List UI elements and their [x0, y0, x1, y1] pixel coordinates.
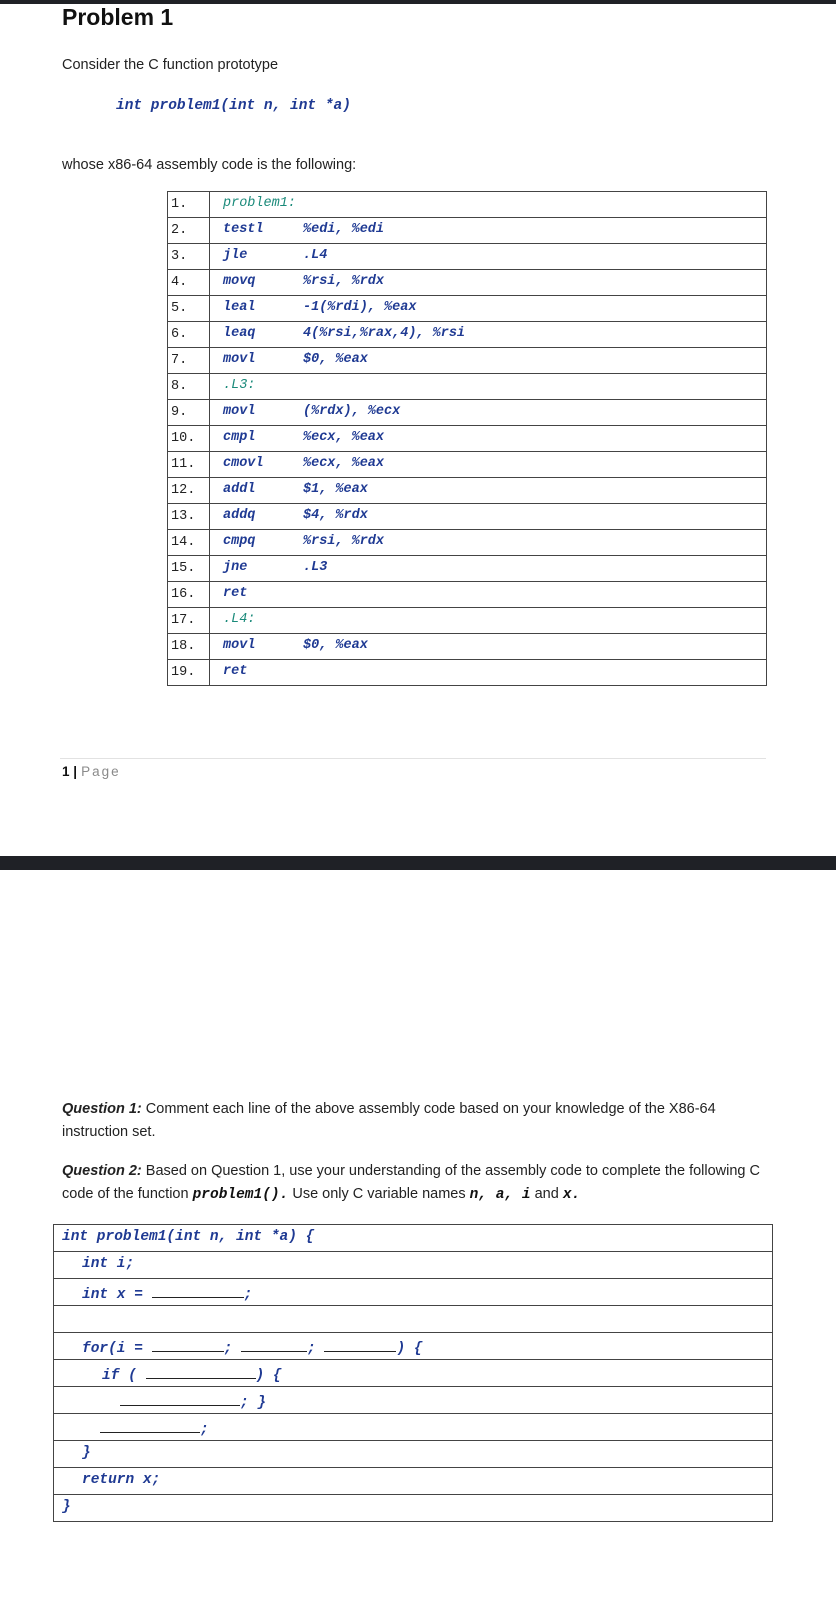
- page-word: Page: [81, 764, 121, 779]
- question-2-var-x: x.: [562, 1187, 581, 1203]
- assembly-instruction: movq: [223, 274, 256, 289]
- assembly-cell: [210, 556, 767, 582]
- assembly-row: [168, 296, 767, 322]
- code-row: [54, 1414, 773, 1441]
- question-1-label: Question 1:: [62, 1101, 142, 1117]
- code-for-keyword: for(i =: [82, 1341, 152, 1357]
- assembly-row: [168, 478, 767, 504]
- question-2-text-b: Use only C variable names: [288, 1186, 470, 1202]
- question-2-func: problem1().: [192, 1187, 289, 1203]
- assembly-row: [168, 504, 767, 530]
- assembly-instruction: movl: [223, 404, 256, 419]
- assembly-row: [168, 582, 767, 608]
- line-number: 18.: [168, 634, 210, 660]
- assembly-row: [168, 556, 767, 582]
- code-decl-x-text: int x =: [82, 1287, 152, 1303]
- assembly-row: [168, 192, 767, 218]
- question-2: [62, 1160, 762, 1207]
- assembly-operands: %ecx, %eax: [303, 456, 385, 471]
- blank-loop-body[interactable]: [100, 1418, 200, 1433]
- line-number: 10.: [168, 426, 210, 452]
- assembly-row: [168, 348, 767, 374]
- assembly-cell: [210, 400, 767, 426]
- assembly-operands: 4(%rsi,%rax,4), %rsi: [303, 326, 466, 341]
- assembly-table: [167, 191, 767, 686]
- line-number: 14.: [168, 530, 210, 556]
- function-prototype: int problem1(int n, int *a): [116, 98, 351, 114]
- assembly-instruction: addq: [223, 508, 256, 523]
- code-row: [54, 1306, 773, 1333]
- assembly-instruction: movl: [223, 638, 256, 653]
- assembly-operands: %rsi, %rdx: [303, 534, 385, 549]
- assembly-operands: -1(%rdi), %eax: [303, 300, 417, 315]
- assembly-instruction: testl: [223, 222, 264, 237]
- assembly-instruction: cmpl: [223, 430, 256, 445]
- assembly-row: [168, 322, 767, 348]
- assembly-instruction: addl: [223, 482, 256, 497]
- assembly-row: [168, 400, 767, 426]
- assembly-operands: %edi, %edi: [303, 222, 385, 237]
- assembly-row: [168, 660, 767, 686]
- assembly-operands: %ecx, %eax: [303, 430, 385, 445]
- assembly-instruction: movl: [223, 352, 256, 367]
- assembly-instruction: leaq: [223, 326, 256, 341]
- assembly-row: [168, 218, 767, 244]
- blank-for-cond[interactable]: [241, 1337, 307, 1352]
- assembly-cell: [210, 322, 767, 348]
- line-number: 19.: [168, 660, 210, 686]
- code-row: [54, 1468, 773, 1495]
- blank-for-update[interactable]: [324, 1337, 396, 1352]
- line-number: 3.: [168, 244, 210, 270]
- line-number: 9.: [168, 400, 210, 426]
- code-loop-body-line: [100, 1418, 209, 1438]
- page-separator: |: [73, 764, 78, 779]
- code-semicolon: ;: [243, 1287, 253, 1303]
- line-number: 11.: [168, 452, 210, 478]
- assembly-cell: [210, 270, 767, 296]
- assembly-cell: [210, 530, 767, 556]
- assembly-label: problem1:: [223, 196, 296, 211]
- page-footer: [62, 764, 121, 779]
- line-number: 4.: [168, 270, 210, 296]
- code-row: [54, 1387, 773, 1414]
- assembly-cell: [210, 244, 767, 270]
- assembly-operands: $4, %rdx: [303, 508, 368, 523]
- assembly-row: [168, 374, 767, 400]
- blank-x-init[interactable]: [152, 1283, 244, 1298]
- assembly-intro-text: whose x86-64 assembly code is the following:: [62, 157, 357, 173]
- code-if-keyword: if (: [102, 1368, 137, 1384]
- line-number: 15.: [168, 556, 210, 582]
- code-row: [54, 1441, 773, 1468]
- line-number: 13.: [168, 504, 210, 530]
- code-signature: int problem1(int n, int *a) {: [62, 1229, 315, 1245]
- code-row: [54, 1360, 773, 1387]
- c-code-table: [53, 1224, 773, 1522]
- assembly-row: [168, 452, 767, 478]
- code-row: [54, 1225, 773, 1252]
- assembly-operands: $0, %eax: [303, 352, 368, 367]
- line-number: 7.: [168, 348, 210, 374]
- blank-for-init[interactable]: [152, 1337, 224, 1352]
- assembly-cell: [210, 348, 767, 374]
- assembly-instruction: ret: [223, 586, 248, 601]
- question-2-text-c: and: [530, 1186, 563, 1202]
- assembly-row: [168, 244, 767, 270]
- question-2-label: Question 2:: [62, 1163, 142, 1179]
- assembly-cell: [210, 296, 767, 322]
- assembly-instruction: jle: [223, 248, 248, 263]
- footer-divider: [60, 758, 766, 759]
- question-2-text-a: Based on Question 1, use your understanding of the assembly code to complete the following C code of the function: [62, 1163, 760, 1202]
- code-if-body-line: [120, 1391, 266, 1411]
- assembly-cell: [210, 374, 767, 400]
- code-row: [54, 1333, 773, 1360]
- assembly-operands: .L3: [303, 560, 328, 575]
- code-if-body-close: ; }: [240, 1395, 267, 1411]
- assembly-cell: [210, 582, 767, 608]
- code-semicolon: ;: [200, 1422, 209, 1438]
- assembly-row: [168, 426, 767, 452]
- assembly-operands: %rsi, %rdx: [303, 274, 385, 289]
- assembly-cell: [210, 608, 767, 634]
- assembly-label: .L3:: [223, 378, 256, 393]
- code-for-close: ) {: [396, 1341, 423, 1357]
- assembly-cell: [210, 218, 767, 244]
- assembly-operands: (%rdx), %ecx: [303, 404, 401, 419]
- code-close-loop: }: [82, 1445, 91, 1461]
- code-if-close: ) {: [255, 1368, 282, 1384]
- line-number: 5.: [168, 296, 210, 322]
- code-return: return x;: [82, 1472, 161, 1488]
- assembly-cell: [210, 192, 767, 218]
- assembly-operands: .L4: [303, 248, 328, 263]
- assembly-row: [168, 608, 767, 634]
- assembly-instruction: cmovl: [223, 456, 264, 471]
- question-2-vars: n, a, i: [469, 1187, 531, 1203]
- page-break-bar: [0, 856, 836, 870]
- blank-if-body[interactable]: [120, 1391, 240, 1406]
- line-number: 12.: [168, 478, 210, 504]
- code-semicolon: ;: [307, 1341, 316, 1357]
- assembly-row: [168, 634, 767, 660]
- code-row: [54, 1252, 773, 1279]
- code-decl-i: int i;: [82, 1256, 135, 1272]
- code-for-line: [82, 1337, 423, 1357]
- code-decl-x: [82, 1283, 252, 1303]
- line-number: 16.: [168, 582, 210, 608]
- code-if-line: [102, 1364, 282, 1384]
- intro-text: Consider the C function prototype: [62, 57, 279, 73]
- line-number: 2.: [168, 218, 210, 244]
- assembly-cell: [210, 426, 767, 452]
- assembly-instruction: cmpq: [223, 534, 256, 549]
- code-row: [54, 1279, 773, 1306]
- assembly-row: [168, 530, 767, 556]
- assembly-instruction: leal: [223, 300, 256, 315]
- question-1: [62, 1098, 762, 1144]
- page-number: 1: [62, 764, 70, 779]
- code-row: [54, 1495, 773, 1522]
- assembly-cell: [210, 504, 767, 530]
- question-1-text: Comment each line of the above assembly code based on your knowledge of the X86-64 instruction set.: [62, 1101, 716, 1140]
- assembly-cell: [210, 478, 767, 504]
- line-number: 8.: [168, 374, 210, 400]
- line-number: 1.: [168, 192, 210, 218]
- assembly-instruction: jne: [223, 560, 248, 575]
- blank-if-cond[interactable]: [146, 1364, 256, 1379]
- line-number: 17.: [168, 608, 210, 634]
- assembly-row: [168, 270, 767, 296]
- assembly-cell: [210, 452, 767, 478]
- assembly-cell: [210, 660, 767, 686]
- code-semicolon: ;: [223, 1341, 233, 1357]
- line-number: 6.: [168, 322, 210, 348]
- assembly-operands: $1, %eax: [303, 482, 368, 497]
- assembly-cell: [210, 634, 767, 660]
- assembly-instruction: ret: [223, 664, 248, 679]
- page-title: Problem 1: [62, 4, 174, 30]
- assembly-label: .L4:: [223, 612, 256, 627]
- code-close-function: }: [62, 1499, 71, 1515]
- assembly-operands: $0, %eax: [303, 638, 368, 653]
